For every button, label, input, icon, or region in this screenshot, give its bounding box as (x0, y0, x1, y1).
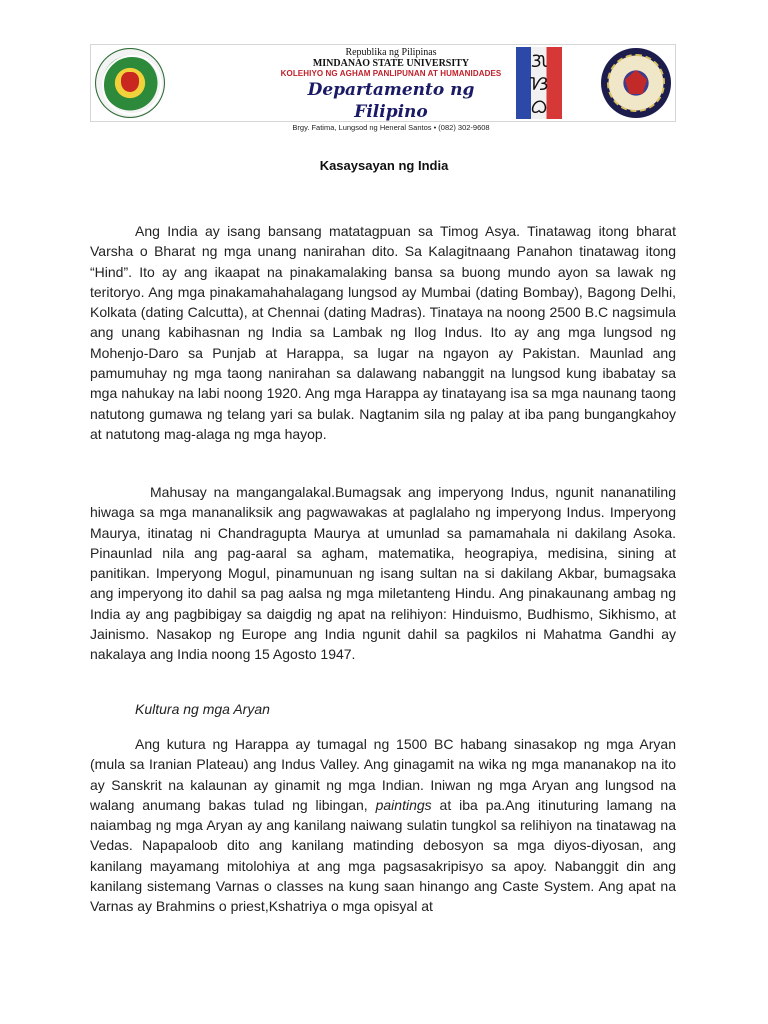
document-title: Kasaysayan ng India (319, 158, 449, 173)
letterhead-titles (271, 47, 511, 133)
letterhead-country: Republika ng Pilipinas (345, 47, 437, 58)
paragraph-3-text-a: Ang kutura ng Harappa ay tumagal ng 1500 BC habang sinasakop ng mga Aryan (mula sa Iranian Plateau) ang Indus Valley. Ang ginagamit na wika ng mga mananakop na ito ay Sanskrit na kalaunan ay ginamit ng mga Indian. Iniwan ng mga Aryan ang lungsod na walang anumang bakas tulad ng libingan, (90, 736, 676, 813)
seal-emblem (121, 72, 139, 92)
baybayin-glyph: ᜄ (530, 48, 548, 72)
section-subheading: Kultura ng mga Aryan (135, 701, 270, 717)
letterhead-college: KOLEHIYO NG AGHAM PANLIPUNAN AT HUMANIDADES (280, 69, 502, 78)
baybayin-flag-logo (516, 47, 562, 119)
paragraph-3-emphasis: paintings (375, 796, 432, 813)
letterhead (90, 44, 676, 132)
paragraph-2: Mahusay na mangangalakal.Bumagsak ang imperyong Indus, ngunit nananatiling hiwaga sa mga mananaliksik ang pagwawakas at paglalaho ng imperyong Indus. Imperyong Maurya, itinatag ni Chandragupta Maurya at umunlad sa pamamahala ni dakilang Asoka. Pinaunlad nila ang pag-aaral sa agham, matematika, heograpiya, medisina, sining at panitikan. Imperyong Mogul, pinamunuan ng isang sultan na si dakilang Akbar, bumagsaka ang imperyong ito dahil sa pag aalsa ng mga miletanteng Hindu. Ang pinakaunang ambag ng India ay ang pagbibigay sa daigdig ng apat na relihiyon: Hinduismo, Budhismo, Sikhismo, at Jainismo. Nasakop ng Europe ang India ngunit dahil sa pagkilos ni Mahatma Gandhi ay nakalaya ang India noong 15 Agosto 1947. (90, 484, 676, 663)
department-seal-logo (601, 48, 671, 118)
baybayin-glyph: ᜊ (530, 94, 548, 118)
paragraph-3-text-b: at iba pa.Ang itinuturing lamang na naiambag ng mga Aryan ay ang kanilang naiwang sulatin tungkol sa relihiyon na tinatawag na Vedas. Napapaloob dito ang kanilang matinding debosyon sa mga diyos-diyosan, ang kanilang mayamang mitolohiya at ang mga pagsasakripisyo sa apoy. Nabanggit din ang kanilang sistemang Varnas o classes na kung saan hinango ang Caste System. Ang apat na Varnas ay Brahmins o priest,Kshatriya o mga opisyal at (90, 796, 676, 915)
paragraph-1: Ang India ay isang bansang matatagpuan sa Timog Asya. Tinatawag itong bharat Varsha o Bharat ng mga unang nanirahan dito. Sa Kalagitnaang Panahon tinatawag itong “Hind”. Ito ay ang ikaapat na pinakamalaking bansa sa buong mundo ayon sa lawak ng teritoryo. Ang mga pinakamahahalagang lungsod ay Mumbai (dating Bombay), Bagong Delhi, Kolkata (dating Calcutta), at Chennai (dating Madras). Tinataya na noong 2500 B.C nagsimula ang unang kabihasnan ng India sa Lambak ng Ilog Indus. Ito ay ang mga lungsod ng Mohenjo-Daro sa Punjab at Harappa, sa lugar na ngayon ay Pakistan. Maunlad ang pamumuhay ng mga taong nanirahan sa dalawang nabanggit na lungsod kung ibabatay sa mga nahukay na labi noong 1920. Ang mga Harappa ay tinatayang isa sa mga naunang taong natutong gumawa ng telang yari sa bulak. Nagtanim sila ng palay at iba pang bungangkahoy at natutong mag-alaga ng mga hayop. (90, 223, 676, 442)
letterhead-department: Departamento ng Filipino (307, 80, 475, 122)
letterhead-university: MINDANAO STATE UNIVERSITY (312, 58, 470, 69)
paragraph-3 (90, 734, 676, 917)
baybayin-glyph: ᜐ (529, 71, 549, 95)
university-seal-logo (95, 48, 165, 118)
letterhead-address: Brgy. Fatima, Lungsod ng Heneral Santos • (082) 302-9608 (292, 123, 490, 132)
